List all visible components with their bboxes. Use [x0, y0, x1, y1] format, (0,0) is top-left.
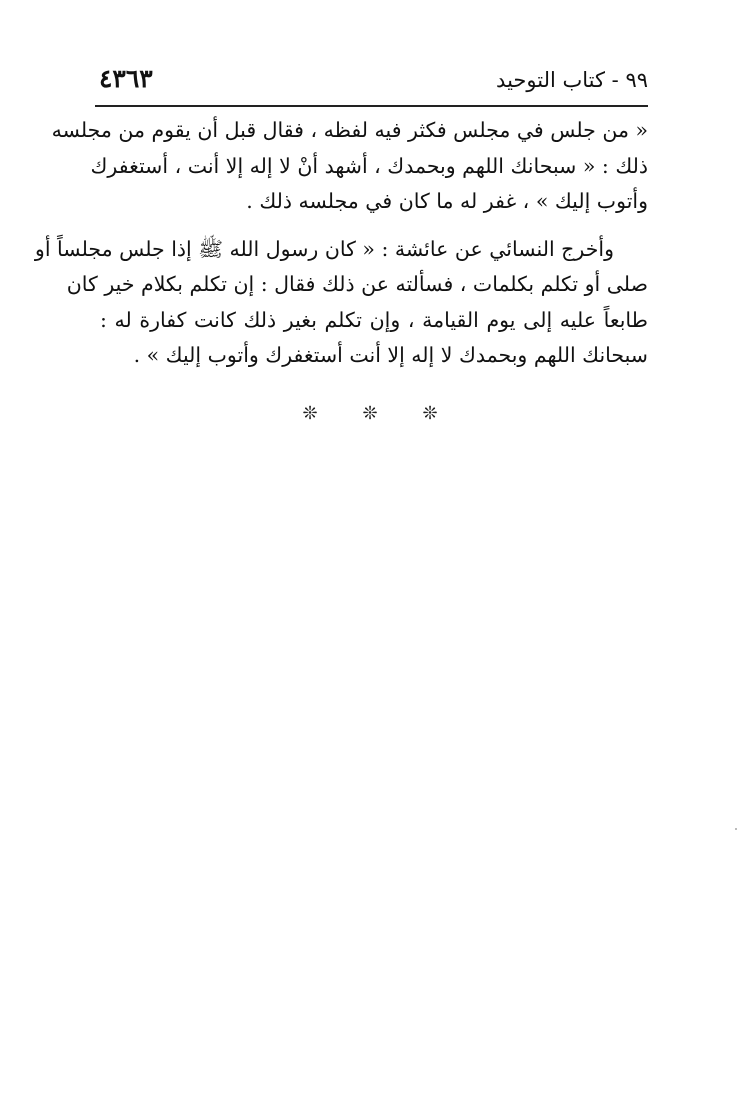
page-number: ٤٣٦٣ — [99, 64, 153, 93]
text-line: « من جلس في مجلس فكثر فيه لفظه ، فقال قبل أن يقوم من مجلسه — [51, 118, 648, 142]
asterism-ornament-icon: ❊ — [302, 403, 318, 424]
asterism-ornament-icon: ❊ — [362, 403, 378, 424]
header-rule — [95, 105, 648, 107]
text-line: وأتوب إليك » ، غفر له ما كان في مجلسه ذلك . — [246, 189, 648, 213]
scan-speck — [735, 828, 737, 830]
text-line: سبحانك اللهم وبحمدك لا إله إلا أنت أستغفرك وأتوب إليك » . — [133, 343, 648, 367]
text-line: ذلك : « سبحانك اللهم وبحمدك ، أشهد أنْ لا إله إلا أنت ، أستغفرك — [90, 153, 648, 178]
paragraph-gap — [100, 220, 648, 232]
paragraph-1 — [51, 113, 648, 220]
text-line: صلى أو تكلم بكلمات ، فسألته عن ذلك فقال : إن تكلم بكلام خير كان — [66, 272, 648, 296]
text-line: طابعاً عليه إلى يوم القيامة ، وإن تكلم بغير ذلك كانت كفارة له : — [100, 307, 648, 332]
section-separator — [300, 403, 440, 424]
page-header — [95, 62, 648, 106]
running-title: ٩٩ - كتاب التوحيد — [496, 68, 648, 92]
main-text — [34, 113, 648, 374]
paragraph-2 — [34, 232, 648, 374]
text-line: وأخرج النسائي عن عائشة : « كان رسول الله ﷺ إذا جلس مجلساً أو — [34, 236, 614, 261]
asterism-ornament-icon: ❊ — [422, 403, 438, 424]
